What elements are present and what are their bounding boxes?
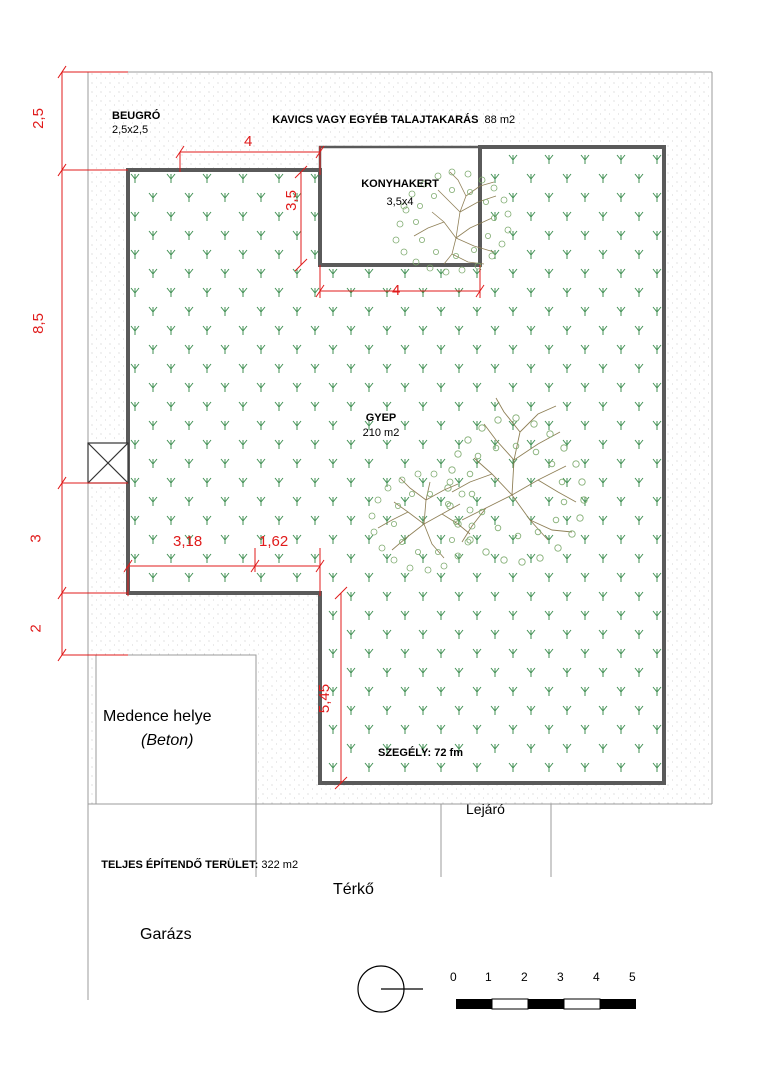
total-area-label-text: TELJES ÉPÍTENDŐ TERÜLET: (101, 858, 259, 871)
label-driveway: Lejáró (466, 801, 505, 817)
total-area-value: 322 m2 (261, 858, 299, 871)
label-pool-material: (Beton) (141, 732, 194, 749)
dim-bottom-a: 3,18 (173, 533, 203, 550)
dim-right-vertical: 5,45 (316, 683, 334, 714)
label-paving: Térkő (333, 881, 374, 898)
label-total-area (89, 845, 298, 886)
label-kitchen-garden: KONYHAKERT (361, 178, 439, 190)
label-lawn-area: 210 m2 (362, 427, 400, 439)
scale-tick-2: 2 (521, 970, 528, 984)
scale-tick-3: 3 (557, 970, 564, 984)
dim-left-3: 3 (27, 534, 45, 543)
label-recess-size: 2,5x2,5 (112, 124, 149, 136)
dim-kitchen-horizontal: 4 (392, 282, 401, 299)
label-lawn: GYEP (365, 412, 397, 424)
scale-tick-0: 0 (450, 970, 457, 984)
label-garage: Garázs (140, 926, 192, 943)
gravel-label-text: KAVICS VAGY EGYÉB TALAJTAKARÁS (272, 113, 479, 126)
scale-bar (456, 999, 636, 1009)
dim-top-recess: 4 (244, 133, 253, 150)
scale-tick-5: 5 (629, 970, 636, 984)
dim-left-4: 2 (27, 624, 45, 633)
dim-kitchen-vertical: 3,5 (282, 190, 300, 211)
label-pool: Medence helye (103, 708, 212, 725)
pool-area (96, 655, 256, 804)
label-edging: SZEGÉLY: 72 fm (378, 747, 463, 759)
label-gravel-area (260, 100, 515, 141)
scale-tick-4: 4 (593, 970, 600, 984)
dim-bottom-b: 1,62 (259, 533, 289, 550)
gate-symbol (88, 443, 128, 483)
gravel-area-value: 88 m2 (484, 113, 516, 126)
dim-left-1: 2,5 (29, 108, 47, 129)
north-symbol (358, 966, 423, 1012)
label-kitchen-garden-size: 3,5x4 (386, 196, 414, 208)
dim-left-2: 8,5 (29, 313, 47, 334)
scale-tick-1: 1 (485, 970, 492, 984)
label-recess: BEUGRÓ (112, 110, 161, 122)
